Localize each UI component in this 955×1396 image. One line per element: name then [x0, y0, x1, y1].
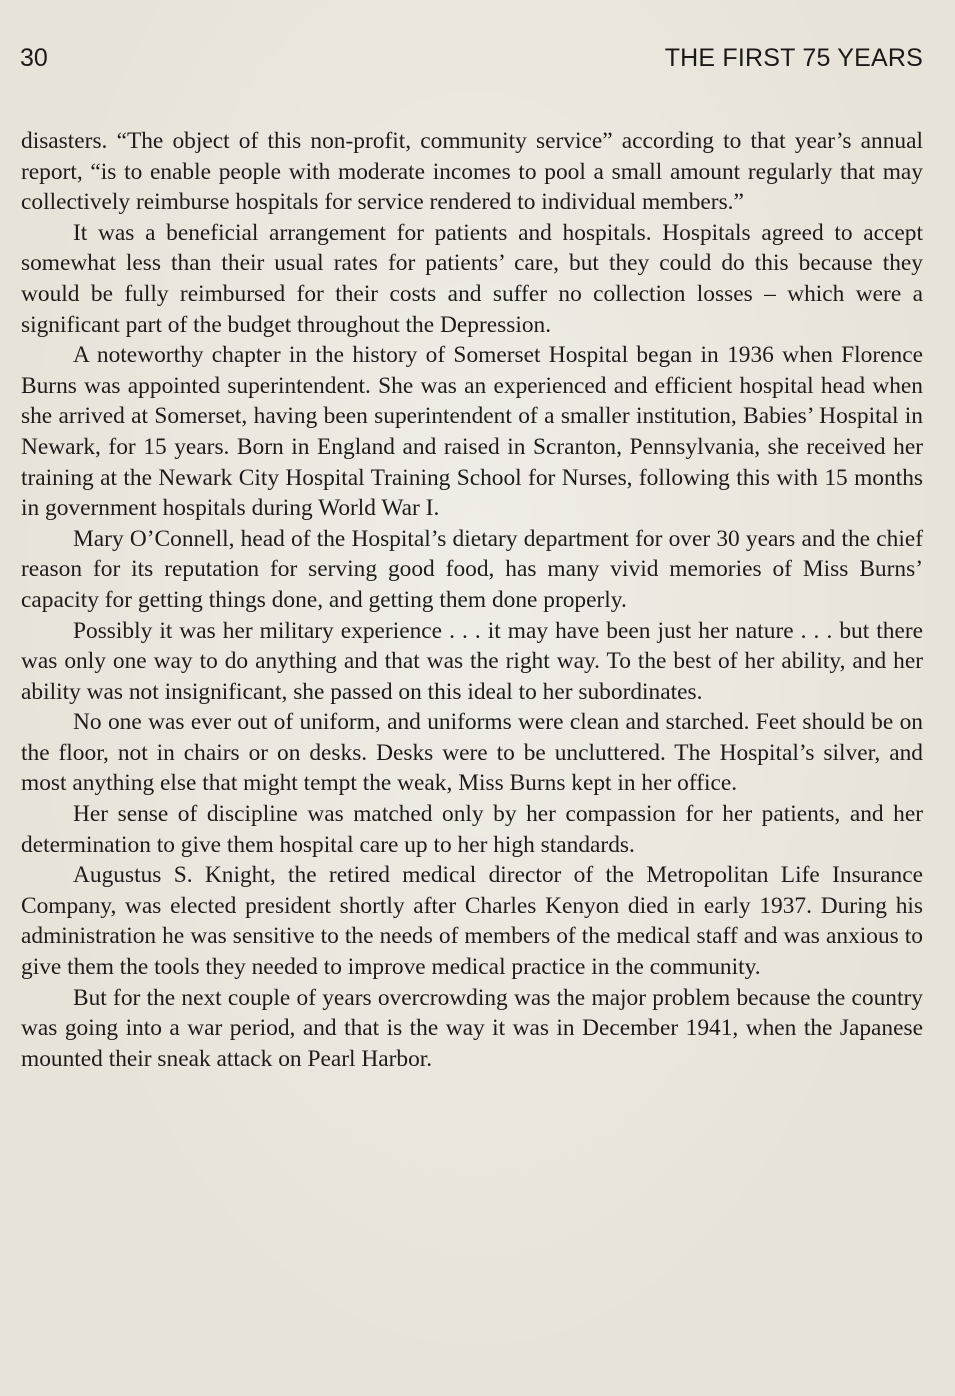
paragraph: Augustus S. Knight, the retired medical director of the Metropolitan Life Insurance Company, was elected president shortly after Charles Kenyon died in early 1937. During his administration he was sensitive to the needs of members of the medical staff and was anxious to give them the tools they needed to improve medical practice in the community.	[21, 862, 923, 981]
page-header	[20, 44, 923, 80]
paragraph: Her sense of discipline was matched only by her compassion for her patients, and her determination to give them hospital care up to her high standards.	[21, 801, 923, 858]
page-number: 30	[20, 44, 48, 72]
paragraph: No one was ever out of uniform, and uniforms were clean and starched. Feet should be on the floor, not in chairs or on desks. Desks were to be uncluttered. The Hospital’s silver, and most anything else that might tempt the weak, Miss Burns kept in her office.	[21, 709, 923, 797]
paragraph: A noteworthy chapter in the history of Somerset Hospital began in 1936 when Florence Burns was appointed superintendent. She was an experienced and efficient hospital head when she arrived at Somerset, having been superintendent of a smaller institution, Babies’ Hospital in Newark, for 15 years. Born in England and raised in Scranton, Pennsylvania, she received her training at the Newark City Hospital Training School for Nurses, following this with 15 months in government hospitals during World War I.	[21, 342, 923, 522]
paragraph: disasters. “The object of this non-profit, community service” according to that year’s annual report, “is to enable people with moderate incomes to pool a small amount regularly that may collectively reimburse hospitals for service rendered to individual members.”	[21, 128, 923, 216]
paragraph: But for the next couple of years overcrowding was the major problem because the country was going into a war period, and that is the way it was in December 1941, when the Japanese mounted their sneak attack on Pearl Harbor.	[21, 984, 923, 1072]
paragraph: It was a beneficial arrangement for patients and hospitals. Hospitals agreed to accept somewhat less than their usual rates for patients’ care, but they could do this because they would be fully reimbursed for their costs and suffer no collection losses – which were a significant part of the budget throughout the Depression.	[21, 219, 923, 338]
running-head: THE FIRST 75 YEARS	[664, 44, 923, 72]
body-text	[21, 126, 923, 1074]
paragraph: Possibly it was her military experience . . . it may have been just her nature . . . but there was only one way to do anything and that was the right way. To the best of her ability, and her ability was not insignificant, she passed on this ideal to her subordinates.	[21, 617, 923, 705]
paragraph: Mary O’Connell, head of the Hospital’s dietary department for over 30 years and the chief reason for its reputation for serving good food, has many vivid memories of Miss Burns’ capacity for getting things done, and getting them done properly.	[21, 525, 923, 613]
